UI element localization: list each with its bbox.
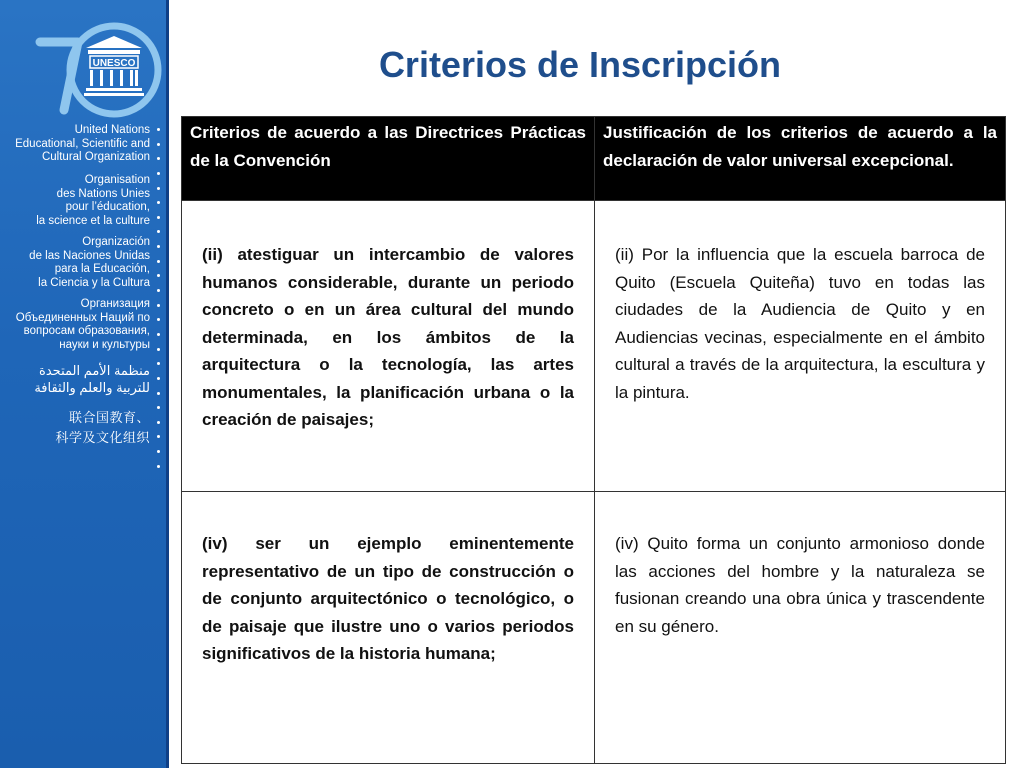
unesco-70-logo xyxy=(34,12,164,124)
org-name-es xyxy=(0,236,150,290)
org-line: United Nations xyxy=(74,124,150,136)
org-line: Educational, Scientific and xyxy=(15,137,150,150)
org-line: 科学及文化组织 xyxy=(55,430,150,445)
org-line: des Nations Unies xyxy=(56,187,150,200)
table-row xyxy=(182,201,1006,492)
org-line: Объединенных Наций по xyxy=(15,311,150,324)
table-row xyxy=(182,492,1006,764)
criterion-cell: (ii) atestiguar un intercambio de valores humanos considerable, durante un periodo concreto o en un área cultural del mundo determinada, en los ámbitos de la arquitectura o la tecnología, las artes monumentales, la planificación urbana o la creación de paisajes; xyxy=(182,201,595,492)
criteria-table xyxy=(181,116,1006,764)
org-line: вопросам образования, xyxy=(23,325,150,337)
page-title: Criterios de Inscripción xyxy=(378,44,782,85)
dotted-separator xyxy=(155,128,161,468)
criterion-cell: (iv) ser un ejemplo eminentemente representativo de un tipo de construcción o de conjunto arquitectónico o tecnológico, o de paisaje que ilustre uno o varios periodos significativos de la historia humana; xyxy=(182,492,595,764)
org-line: 联合国教育、 xyxy=(68,410,150,425)
org-name-fr xyxy=(0,174,150,228)
org-name-ru xyxy=(0,298,150,352)
org-line: науки и культуры xyxy=(59,338,150,351)
sidebar-edge xyxy=(166,0,169,768)
org-line: للتربية والعلم والثقافة xyxy=(34,380,150,395)
unesco-sidebar xyxy=(0,0,166,768)
org-line: Организация xyxy=(80,298,150,310)
org-line: la science et la culture xyxy=(36,214,150,227)
header-criteria: Criterios de acuerdo a las Directrices Prácticas de la Convención xyxy=(182,117,595,201)
org-name-zh xyxy=(0,408,150,448)
justification-cell: (iv) Quito forma un conjunto armonioso donde las acciones del hombre y la naturaleza se fusionan creando una obra única y trascendente en su género. xyxy=(595,492,1006,764)
org-line: para la Educación, xyxy=(54,263,150,275)
org-line: Cultural Organization xyxy=(41,151,150,163)
org-name-en xyxy=(0,124,150,165)
org-line: Organización xyxy=(82,236,150,248)
justification-cell: (ii) Por la influencia que la escuela barroca de Quito (Escuela Quiteña) tuvo en todas las ciudades de la Audiencia de Quito y en Audiencias vecinas, especialmente en el ámbito cultural a través de la arquitectura, la escultura y la pintura. xyxy=(595,201,1006,492)
logo-text: UNESCO xyxy=(92,58,136,69)
org-line: pour l’éducation, xyxy=(65,201,150,213)
org-line: de las Naciones Unidas xyxy=(29,249,150,262)
org-line: منظمة الأمم المتحدة xyxy=(39,363,150,378)
org-name-ar xyxy=(0,362,150,396)
org-line: la Ciencia y la Cultura xyxy=(38,276,150,289)
header-justification: Justificación de los criterios de acuerdo a la declaración de valor universal excepcional. xyxy=(595,117,1006,201)
table-header-row xyxy=(182,117,1006,201)
org-line: Organisation xyxy=(84,174,150,186)
